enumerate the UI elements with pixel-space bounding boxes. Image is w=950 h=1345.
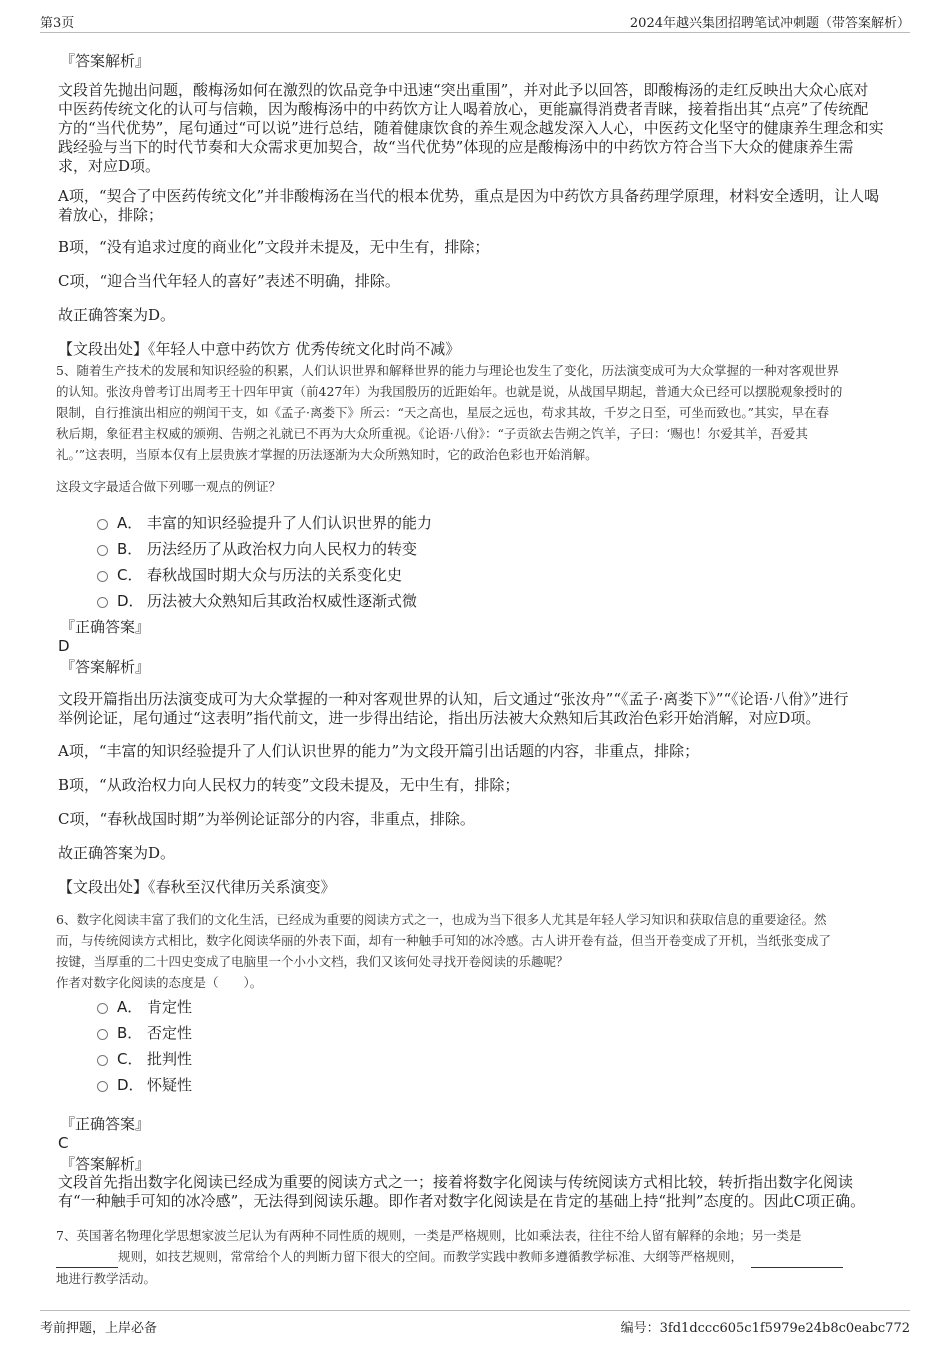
text-line: 中医药传统文化的认可与信赖，因为酸梅汤中的中药饮方让人喝着放心，更能赢得消费者青睐，接着指出其“点亮”了传统配: [58, 100, 869, 118]
option-text: 怀疑性: [147, 1076, 193, 1094]
option-text: 历法经历了从政治权力向人民权力的转变: [147, 540, 418, 558]
option-letter: A．: [117, 514, 143, 532]
text-line: 践经验与当下的时代节奏和大众需求更加契合，故“当代优势”体现的应是酸梅汤中的中药饮方符合当下大众的健康养生需: [58, 138, 854, 156]
radio-button-icon[interactable]: [97, 1029, 108, 1040]
option-letter: D．: [117, 1076, 144, 1094]
q4-option-b-analysis: B项，“没有追求过度的商业化”文段并未提及，无中生有，排除；: [58, 238, 490, 256]
page-footer: [40, 1310, 910, 1336]
text-line: 秋后期，象征君主权威的颁朔、告朔之礼就已不再为大众所重视。《论语·八佾》：“子贡欲去告朔之饩羊，子曰：‘赐也！尔爱其羊，吾爱其: [56, 426, 808, 441]
page-number: 第3页: [40, 16, 75, 31]
fill-blank[interactable]: [56, 1246, 118, 1268]
text-line: 作者对数字化阅读的态度是（ ）。: [56, 975, 263, 990]
q4-analysis-label: 『答案解析』: [60, 52, 151, 70]
q5-option-b-analysis: B项，“从政治权力向人民权力的转变”文段未提及，无中生有，排除；: [58, 776, 520, 794]
radio-button-icon[interactable]: [97, 1003, 108, 1014]
q5-question: 这段文字最适合做下列哪一观点的例证？: [56, 479, 282, 494]
text-line: 的认知。张汝舟曾考订出周考王十四年甲寅（前427年）为我国殷历的近距始年。也就是说，从战国早期起，普通大众已经可以摆脱观象授时的: [56, 384, 843, 399]
text-line: 6、数字化阅读丰富了我们的文化生活，已经成为重要的阅读方式之一，也成为当下很多人尤其是年轻人学习知识和获取信息的重要途径。然: [56, 912, 827, 927]
text-line: [56, 1246, 906, 1268]
text-line: 举例论证，尾句通过“这表明”指代前文，进一步得出结论，指出历法被大众熟知后其政治色彩开始消解，对应D项。: [58, 709, 821, 727]
q5-analysis-label: 『答案解析』: [60, 658, 151, 676]
text-line: 5、随着生产技术的发展和知识经验的积累，人们认识世界和解释世界的能力与理论也发生了变化，历法演变成可为大众掌握的一种对客观世界: [56, 363, 839, 378]
text-line: 限制，自行推演出相应的朔闰干支，如《孟子·离娄下》所云：“天之高也，星辰之远也，苟求其故，千岁之日至，可坐而致也。”其实，早在春: [56, 405, 830, 420]
option-letter: B．: [117, 1024, 143, 1042]
q5-option-a-analysis: A项，“丰富的知识经验提升了人们认识世界的能力”为文段开篇引出话题的内容，非重点，排除；: [58, 742, 700, 760]
q4-source: 【文段出处】《年轻人中意中药饮方 优秀传统文化时尚不减》: [58, 340, 461, 358]
q6-analysis: [58, 1173, 908, 1211]
q5-source: 【文段出处】《春秋至汉代律历关系演变》: [58, 878, 336, 896]
q6-option-a[interactable]: [97, 996, 192, 1017]
q7-line-middle: 规则，如技艺规则，常常给个人的判断力留下很大的空间。而教学实践中教师多遵循教学标准、大纲等严格规则，: [118, 1249, 744, 1264]
q6-option-d[interactable]: [97, 1074, 192, 1095]
radio-button-icon[interactable]: [97, 1081, 108, 1092]
fill-blank[interactable]: [751, 1246, 843, 1268]
option-letter: C．: [117, 566, 143, 584]
q6-passage: [56, 909, 906, 993]
radio-button-icon[interactable]: [97, 571, 108, 582]
document-title: 2024年越兴集团招聘笔试冲刺题（带答案解析）: [629, 16, 910, 31]
text-line: 文段首先抛出问题，酸梅汤如何在激烈的饮品竞争中迅速“突出重围”，并对此予以回答，即酸梅汤的走红反映出大众心底对: [58, 81, 869, 99]
text-line: 求，对应D项。: [58, 157, 161, 175]
text-line: 而，与传统阅读方式相比，数字化阅读华丽的外表下面，却有一种触手可知的冰冷感。古人讲开卷有益，但当开卷变成了开机，当纸张变成了: [56, 933, 832, 948]
option-letter: A．: [117, 998, 143, 1016]
option-letter: D．: [117, 592, 144, 610]
text-line: 7、英国著名物理化学思想家波兰尼认为有两种不同性质的规则，一类是严格规则，比如乘法表，往往不给人留有解释的余地；另一类是: [56, 1228, 802, 1243]
page-header: [40, 12, 910, 33]
radio-button-icon[interactable]: [97, 545, 108, 556]
text-line: 方的“当代优势”，尾句通过“可以说”进行总结，随着健康饮食的养生观念越发深入人心，中医药文化坚守的健康养生理念和实: [58, 119, 884, 137]
footer-slogan: 考前押题，上岸必备: [40, 1321, 158, 1336]
option-text: 春秋战国时期大众与历法的关系变化史: [147, 566, 403, 584]
option-letter: C．: [117, 1050, 143, 1068]
q5-option-b[interactable]: [97, 538, 417, 559]
radio-button-icon[interactable]: [97, 597, 108, 608]
text-line: 地进行教学活动。: [56, 1271, 157, 1286]
q5-passage: [56, 360, 906, 465]
q6-correct-label: 『正确答案』: [60, 1115, 151, 1133]
q4-option-a-analysis: [58, 187, 908, 225]
q4-conclusion: 故正确答案为D。: [58, 306, 176, 324]
q5-option-c-analysis: C项，“春秋战国时期”为举例论证部分的内容，非重点，排除。: [58, 810, 475, 828]
q4-analysis: [58, 81, 908, 176]
text-line: 礼。’”这表明，当原本仅有上层贵族才掌握的历法逐渐为大众所熟知时，它的政治色彩也开始消解。: [56, 447, 598, 462]
text-line: A项，“契合了中医药传统文化”并非酸梅汤在当代的根本优势，重点是因为中药饮方具备药理学原理，材料安全透明，让人喝: [58, 187, 880, 205]
q5-option-a[interactable]: [97, 512, 432, 533]
option-text: 丰富的知识经验提升了人们认识世界的能力: [147, 514, 433, 532]
option-text: 批判性: [147, 1050, 193, 1068]
q5-option-d[interactable]: [97, 590, 417, 611]
q5-correct-label: 『正确答案』: [60, 618, 151, 636]
q6-option-b[interactable]: [97, 1022, 192, 1043]
text-line: 着放心，排除；: [58, 206, 164, 224]
radio-button-icon[interactable]: [97, 519, 108, 530]
text-line: 按键，当厚重的二十四史变成了电脑里一个小小文档，我们又该何处寻找开卷阅读的乐趣呢？: [56, 954, 569, 969]
option-text: 否定性: [147, 1024, 193, 1042]
option-text: 历法被大众熟知后其政治权威性逐渐式微: [147, 592, 418, 610]
radio-button-icon[interactable]: [97, 1055, 108, 1066]
option-text: 肯定性: [147, 998, 193, 1016]
q6-correct-answer: C: [58, 1134, 69, 1152]
text-line: 文段开篇指出历法演变成可为大众掌握的一种对客观世界的认知，后文通过“张汝舟”“《孟子·离娄下》”“《论语·八佾》”进行: [58, 690, 849, 708]
option-letter: B．: [117, 540, 143, 558]
q5-analysis: [58, 690, 908, 728]
document-id: 编号：3fd1dccc605c1f5979e24b8c0eabc772: [620, 1321, 910, 1336]
q5-correct-answer: D: [58, 637, 70, 655]
q6-option-c[interactable]: [97, 1048, 192, 1069]
text-line: 文段首先指出数字化阅读已经成为重要的阅读方式之一；接着将数字化阅读与传统阅读方式相比较，转折指出数字化阅读: [58, 1173, 854, 1191]
q5-conclusion: 故正确答案为D。: [58, 844, 176, 862]
q7-passage: [56, 1225, 906, 1289]
q5-option-c[interactable]: [97, 564, 402, 585]
q6-analysis-label: 『答案解析』: [60, 1155, 151, 1173]
text-line: 有“一种触手可知的冰冷感”，无法得到阅读乐趣。即作者对数字化阅读是在肯定的基础上持“批判”态度的。因此C项正确。: [58, 1192, 866, 1210]
q4-option-c-analysis: C项，“迎合当代年轻人的喜好”表述不明确，排除。: [58, 272, 400, 290]
